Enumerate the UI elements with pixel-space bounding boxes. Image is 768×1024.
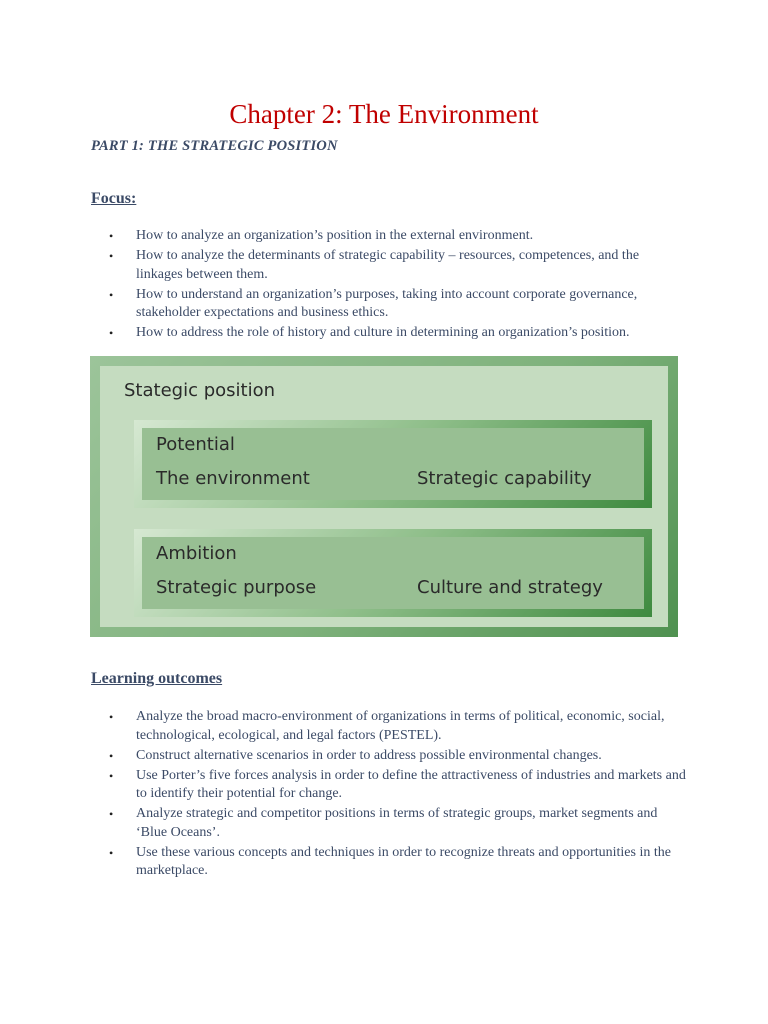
list-item bbox=[108, 324, 688, 343]
bullet-icon: • bbox=[109, 748, 114, 763]
list-item-text: Use Porter’s five forces analysis in order to define the attractiveness of industries and markets and to identify their potential for change. bbox=[136, 767, 686, 801]
panel-right-text: Culture and strategy bbox=[417, 577, 603, 598]
list-item-text: How to analyze an organization’s position in the external environment. bbox=[136, 228, 534, 243]
potential-panel bbox=[134, 420, 652, 508]
bullet-icon: • bbox=[109, 845, 114, 860]
list-item-text: How to understand an organization’s purposes, taking into account corporate governance, stakeholder expectations and business ethics. bbox=[136, 286, 638, 320]
list-item-text: How to analyze the determinants of strategic capability – resources, competences, and the linkages between them. bbox=[136, 248, 640, 282]
learning-outcomes-heading: Learning outcomes bbox=[91, 670, 223, 687]
list-item bbox=[108, 708, 688, 745]
list-item bbox=[108, 747, 688, 766]
panel-body bbox=[142, 428, 644, 500]
list-item bbox=[108, 247, 688, 284]
ambition-panel bbox=[134, 529, 652, 617]
list-item bbox=[108, 844, 688, 881]
panel-left-text: The environment bbox=[156, 468, 310, 489]
learning-outcomes-list bbox=[108, 708, 688, 882]
focus-heading: Focus: bbox=[91, 190, 137, 207]
bullet-icon: • bbox=[109, 807, 114, 821]
list-item-text: Use these various concepts and techniques in order to recognize threats and opportunities in the marketplace. bbox=[136, 844, 671, 878]
list-item-text: Analyze the broad macro-environment of organizations in terms of political, economic, social, technological, ecological, and legal factors (PESTEL). bbox=[136, 709, 665, 743]
list-item bbox=[108, 227, 688, 246]
list-item-text: How to address the role of history and culture in determining an organization’s position. bbox=[136, 325, 630, 340]
strategic-position-diagram bbox=[90, 356, 678, 637]
bullet-icon: • bbox=[109, 287, 114, 302]
panel-left-text: Strategic purpose bbox=[156, 577, 317, 598]
list-item-text: Analyze strategic and competitor positions in terms of strategic groups, market segments and ‘Blue Oceans’. bbox=[136, 806, 658, 840]
panel-label: Potential bbox=[156, 434, 235, 455]
part-label: PART 1: THE STRATEGIC POSITION bbox=[91, 138, 338, 154]
diagram-title: Stategic position bbox=[124, 380, 275, 401]
diagram-frame bbox=[100, 366, 668, 627]
bullet-icon: • bbox=[109, 229, 114, 243]
list-item bbox=[108, 805, 688, 842]
bullet-icon: • bbox=[109, 249, 114, 263]
bullet-icon: • bbox=[109, 710, 114, 724]
list-item bbox=[108, 767, 688, 804]
focus-list bbox=[108, 227, 688, 344]
panel-body bbox=[142, 537, 644, 609]
panel-label: Ambition bbox=[156, 543, 237, 564]
list-item bbox=[108, 286, 688, 323]
chapter-title: Chapter 2: The Environment bbox=[229, 99, 539, 129]
bullet-icon: • bbox=[109, 768, 114, 783]
bullet-icon: • bbox=[109, 326, 114, 340]
list-item-text: Construct alternative scenarios in order to address possible environmental changes. bbox=[136, 747, 602, 763]
panel-right-text: Strategic capability bbox=[417, 468, 592, 489]
